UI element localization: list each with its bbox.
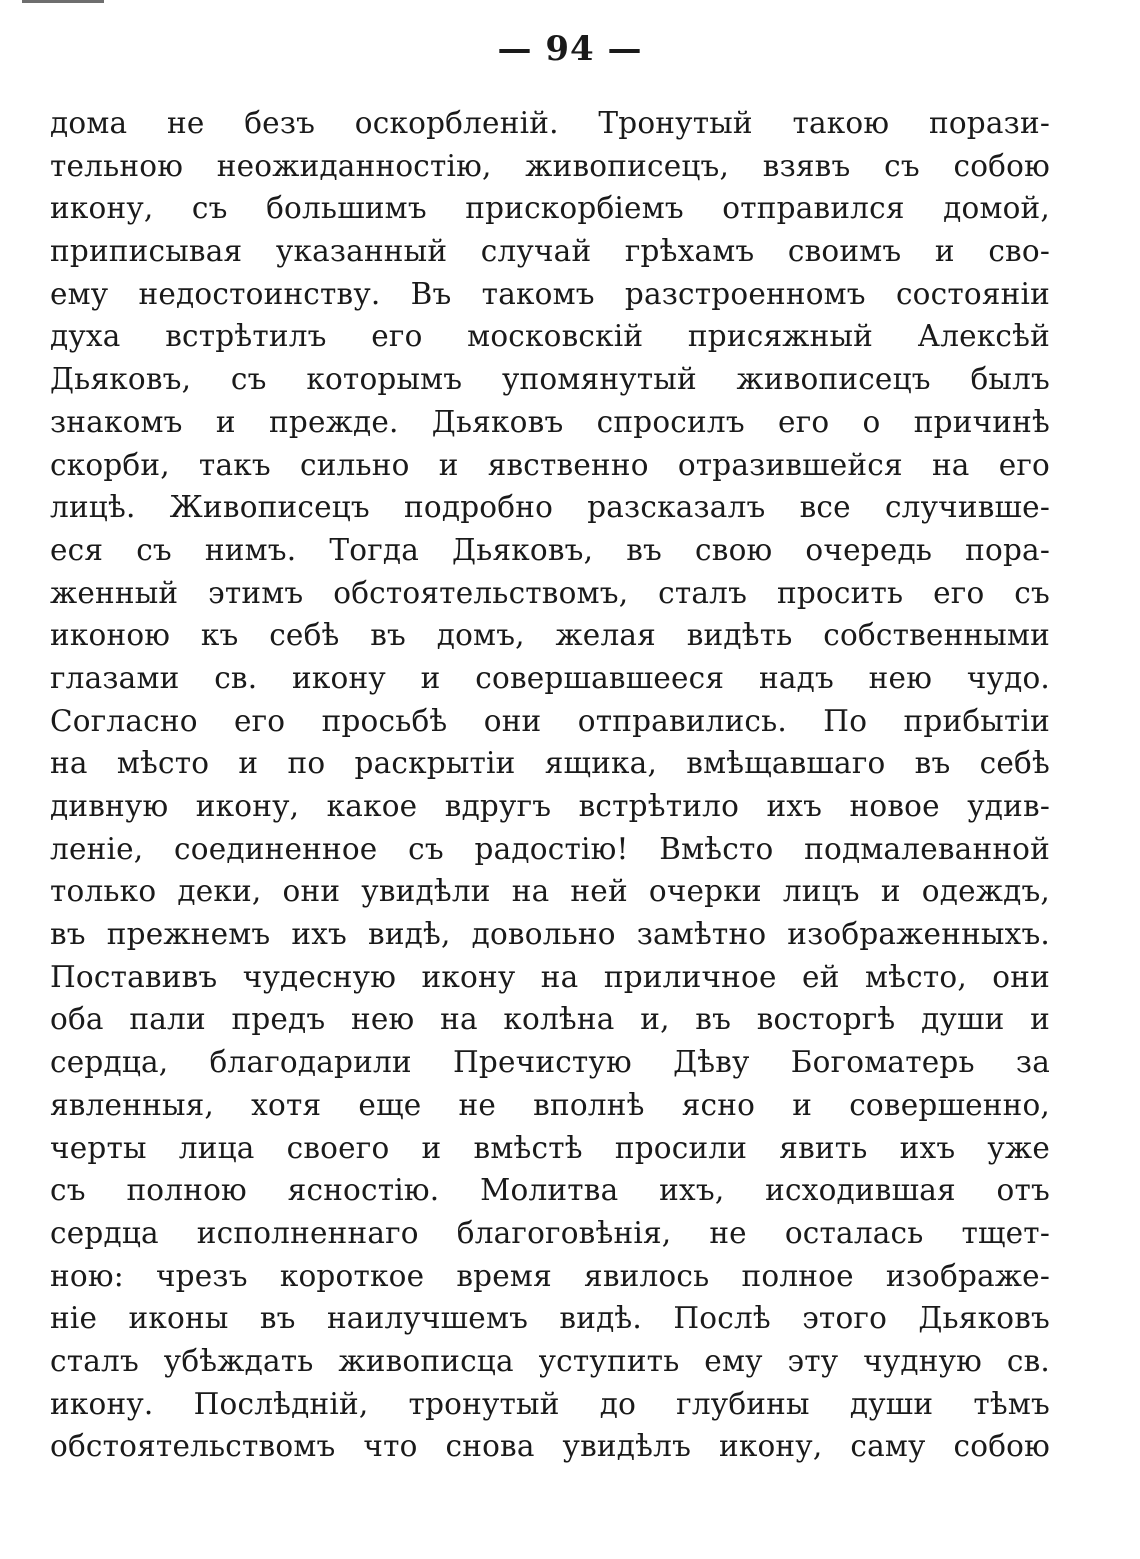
text-line: дома не безъ оскорбленій. Тронутый такою порази- <box>50 106 1050 140</box>
text-line: знакомъ и прежде. Дьяковъ спросилъ его о причинѣ <box>50 404 1050 439</box>
text-line: оба пали предъ нею на колѣна и, въ восторгѣ души и <box>50 1002 1050 1037</box>
text-line: сердца исполненнаго благоговѣнія, не осталась тщет- <box>50 1215 1050 1250</box>
text-line: тельною неожиданностію, живописецъ, взявъ съ собою <box>50 148 1050 183</box>
text-line: ему недостоинству. Въ такомъ разстроенномъ состояніи <box>50 276 1050 311</box>
text-line: женный этимъ обстоятельствомъ, сталъ просить его съ <box>50 575 1050 610</box>
text-line: икону, съ большимъ прискорбіемъ отправился домой, <box>50 191 1050 226</box>
text-line: Согласно его просьбѣ они отправились. По прибытіи <box>50 703 1050 738</box>
text-line: въ прежнемъ ихъ видѣ, довольно замѣтно изображенныхъ. <box>50 917 1050 952</box>
text-line: скорби, такъ сильно и явственно отразившейся на его <box>50 447 1050 482</box>
text-line: обстоятельствомъ что снова увидѣлъ икону, саму собою <box>50 1429 1050 1464</box>
text-line: съ полною ясностію. Молитва ихъ, исходившая отъ <box>50 1173 1050 1208</box>
text-line: леніе, соединенное съ радостію! Вмѣсто подмалеванной <box>50 831 1050 866</box>
text-line: приписывая указанный случай грѣхамъ своимъ и сво- <box>50 234 1050 269</box>
body-text <box>50 102 1050 1468</box>
text-line: глазами св. икону и совершавшееся надъ нею чудо. <box>50 660 1050 695</box>
text-line: Дьяковъ, съ которымъ упомянутый живописецъ былъ <box>50 362 1050 397</box>
text-line: на мѣсто и по раскрытіи ящика, вмѣщавшаго въ себѣ <box>50 746 1050 781</box>
text-line: черты лица своего и вмѣстѣ просили явить ихъ уже <box>50 1130 1050 1165</box>
text-line: еся съ нимъ. Тогда Дьяковъ, въ свою очередь пора- <box>50 532 1050 567</box>
text-line: духа встрѣтилъ его московскій присяжный Алексѣй <box>50 319 1050 354</box>
text-line: иконою къ себѣ въ домъ, желая видѣть собственными <box>50 618 1050 653</box>
text-line: явленныя, хотя еще не вполнѣ ясно и совершенно, <box>50 1087 1050 1122</box>
page-number: — 94 — <box>497 29 643 69</box>
text-line: ніе иконы въ наилучшемъ видѣ. Послѣ этого Дьяковъ <box>50 1301 1050 1336</box>
text-line: Поставивъ чудесную икону на приличное ей мѣсто, они <box>50 959 1050 994</box>
text-line: сталъ убѣждать живописца уступить ему эту чудную св. <box>50 1343 1050 1378</box>
text-line: ною: чрезъ короткое время явилось полное изображе- <box>50 1258 1050 1293</box>
top-rule-divider <box>22 0 104 3</box>
text-line: только деки, они увидѣли на ней очерки лицъ и одеждъ, <box>50 874 1050 909</box>
text-line: икону. Послѣдній, тронутый до глубины души тѣмъ <box>50 1386 1050 1421</box>
text-line: сердца, благодарили Пречистую Дѣву Богоматерь за <box>50 1045 1050 1080</box>
text-line: дивную икону, какое вдругъ встрѣтило ихъ новое удив- <box>50 789 1050 823</box>
text-line: лицѣ. Живописецъ подробно разсказалъ все случивше- <box>50 490 1050 525</box>
